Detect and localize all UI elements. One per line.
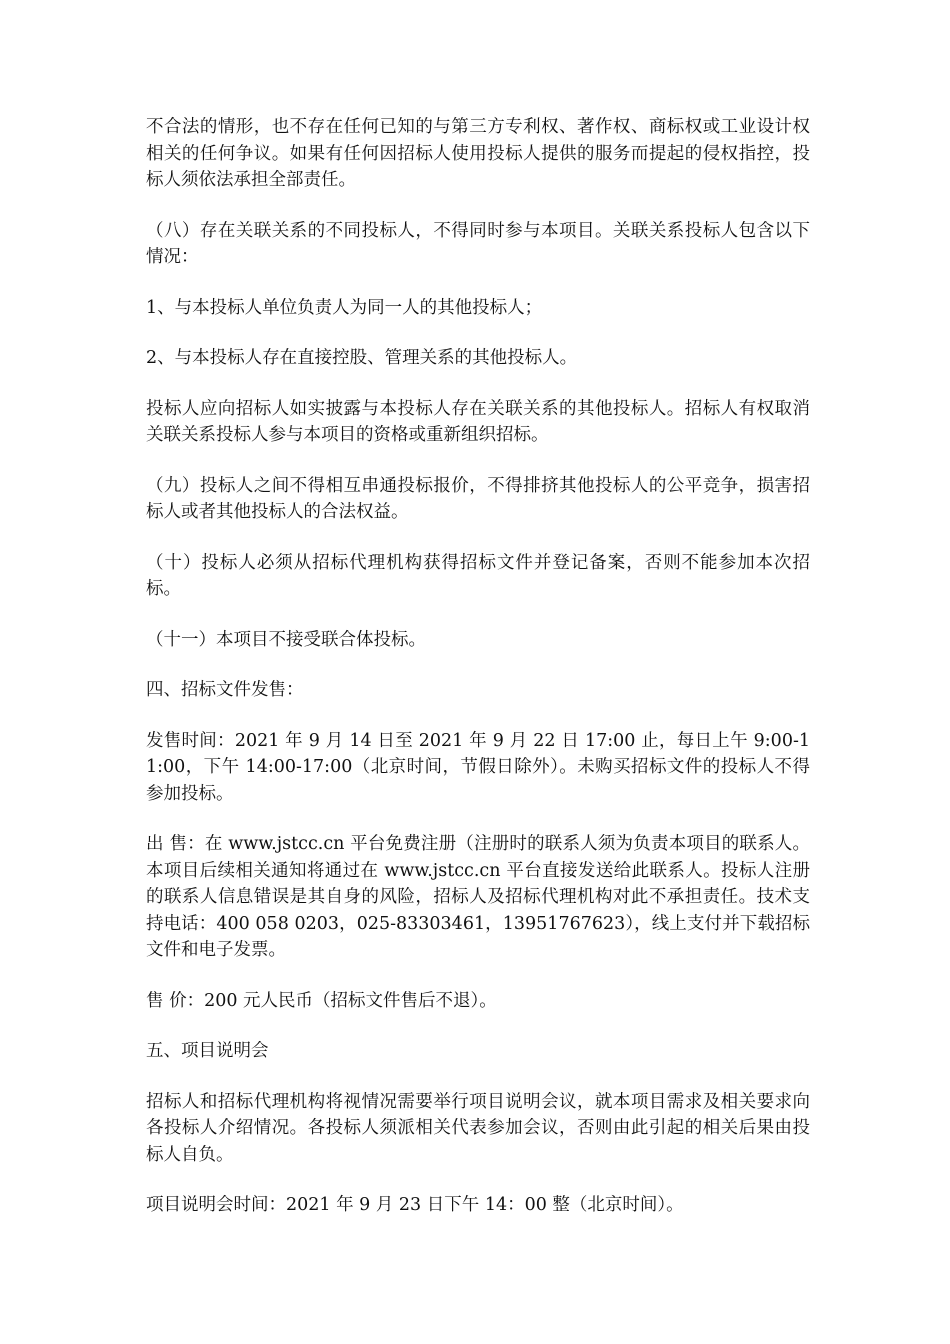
paragraph-sale-price: 售 价：200 元人民币（招标文件售后不退）。	[146, 990, 497, 1011]
paragraph-briefing-time: 项目说明会时间：2021 年 9 月 23 日下午 14：00 整（北京时间）。	[146, 1195, 684, 1215]
document-body	[146, 114, 810, 1243]
paragraph-liability: 不合法的情形，也不存在任何已知的与第三方专利权、著作权、商标权或工业设计权相关的任何争议。如果有任何因招标人使用投标人提供的服务而提起的侵权指控，投标人须依法承担全部责任。	[146, 117, 810, 190]
paragraph-related-bidders: （八）存在关联关系的不同投标人，不得同时参与本项目。关联关系投标人包含以下情况：	[146, 220, 810, 267]
paragraph-collusion: （九）投标人之间不得相互串通投标报价，不得排挤其他投标人的公平竞争，损害招标人或者其他投标人的合法权益。	[146, 475, 810, 522]
paragraph-related-case-2: 2、与本投标人存在直接控股、管理关系的其他投标人。	[146, 348, 578, 368]
paragraph-no-consortium: （十一）本项目不接受联合体投标。	[146, 629, 426, 650]
paragraph-registration: （十）投标人必须从招标代理机构获得招标文件并登记备案，否则不能参加本次招标。	[146, 552, 810, 599]
paragraph-sale-time: 发售时间：2021 年 9 月 14 日至 2021 年 9 月 22 日 17:00 止，每日上午 9:00-11:00，下午 14:00-17:00（北京时间，节假日除外）。未购买招标文件的投标人不得参加投标。	[146, 730, 810, 804]
section-heading-sale: 四、招标文件发售：	[146, 680, 304, 700]
paragraph-related-case-1: 1、与本投标人单位负责人为同一人的其他投标人；	[146, 297, 543, 318]
paragraph-sale-method: 出 售：在 www.jstcc.cn 平台免费注册（注册时的联系人须为负责本项目的联系人。本项目后续相关通知将通过在 www.jstcc.cn 平台直接发送给此联系人。投标人注册的联系人信息错误是其自身的风险，招标人及招标代理机构对此不承担责任。技术支持电话：400 058 0203，025-83303461，13951767623），线上支付并下载招标文件和电子发票。	[146, 834, 810, 960]
paragraph-briefing-description: 招标人和招标代理机构将视情况需要举行项目说明会议，就本项目需求及相关要求向各投标人介绍情况。各投标人须派相关代表参加会议，否则由此引起的相关后果由投标人自负。	[146, 1091, 810, 1165]
section-heading-briefing: 五、项目说明会	[146, 1041, 269, 1061]
paragraph-disclosure: 投标人应向招标人如实披露与本投标人存在关联关系的其他投标人。招标人有权取消关联关系投标人参与本项目的资格或重新组织招标。	[146, 398, 810, 445]
